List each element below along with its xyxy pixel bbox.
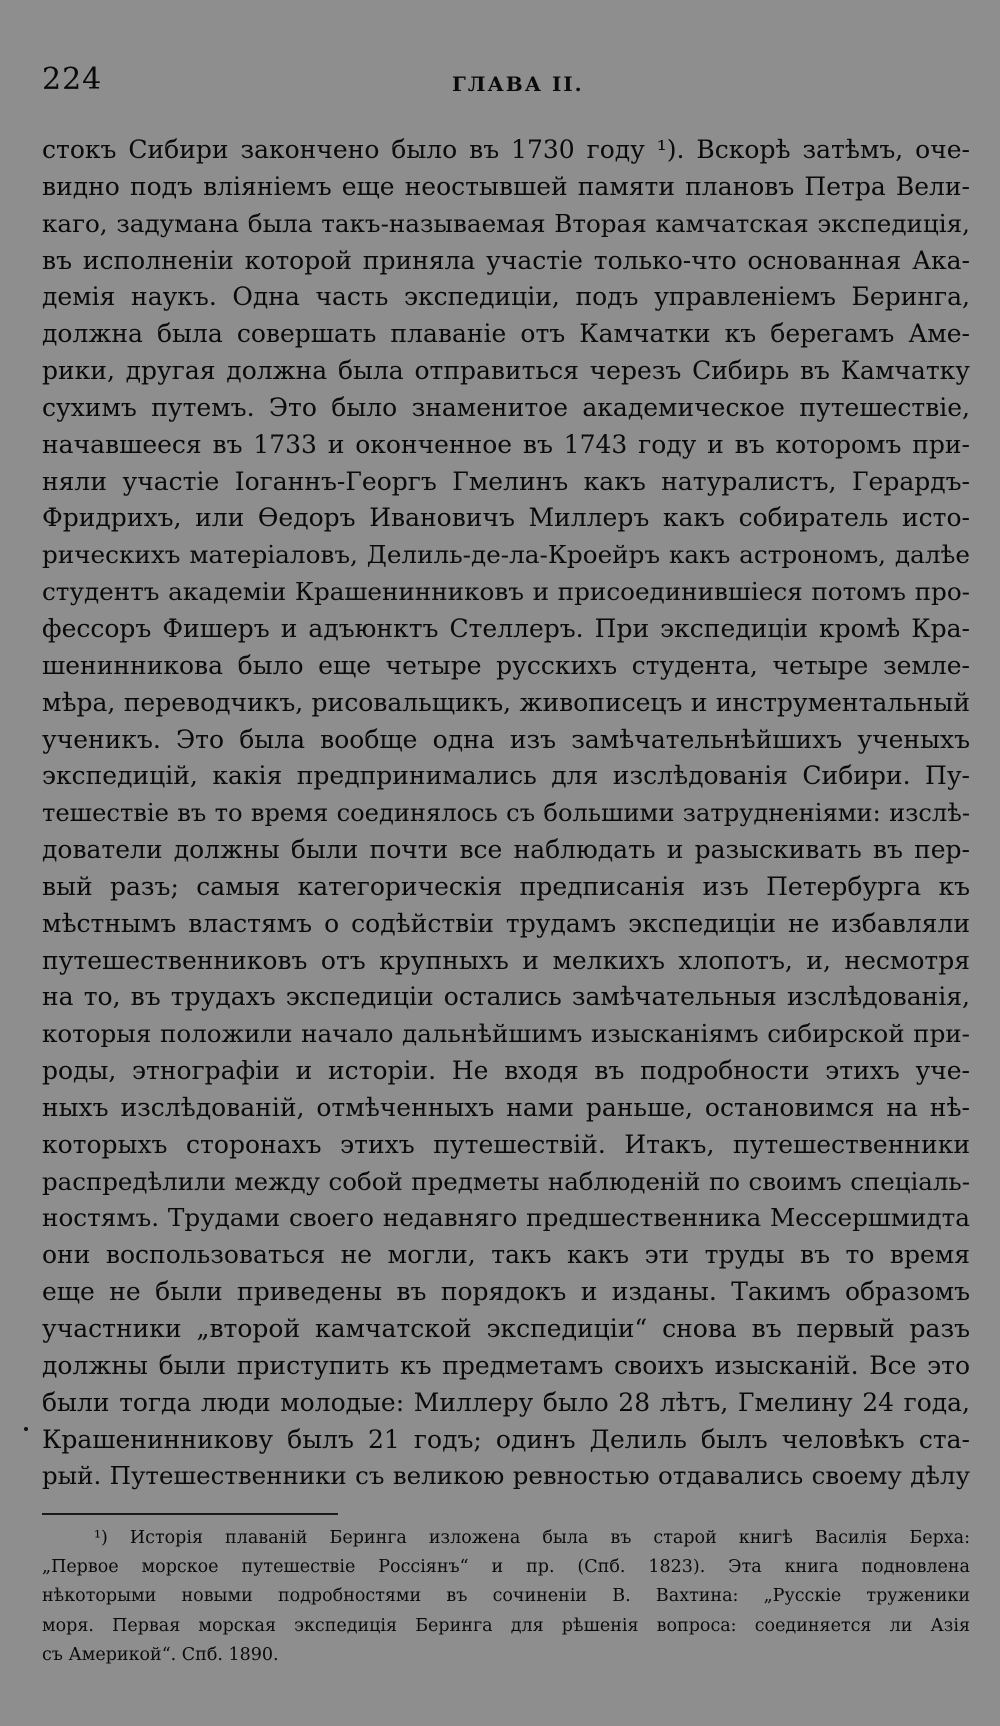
- text-line: Крашенинникову былъ 21 годъ; одинъ Делиль былъ человѣкъ ста-: [42, 1424, 970, 1454]
- text-line: шенинникова было еще четыре русскихъ студента, четыре земле-: [42, 650, 970, 680]
- text-line: на то, въ трудахъ экспедиціи остались замѣчательныя изслѣдованія,: [42, 982, 970, 1012]
- text-line: каго, задумана была такъ-называемая Вторая камчатская экспедиція,: [42, 208, 970, 238]
- footnote-line: „Первое морское путешествіе Россіянъ“ и пр. (Спб. 1823). Эта книга подновлена: [42, 1557, 970, 1578]
- text-line: ученикъ. Это была вообще одна изъ замѣчательнѣйшихъ ученыхъ: [42, 724, 970, 754]
- text-line: рическихъ матеріаловъ, Делиль-де-ла-Кроейръ какъ астрономъ, далѣе: [42, 540, 970, 570]
- text-line: экспедицій, какія предпринимались для изслѣдованія Сибири. Пу-: [42, 761, 970, 791]
- page-number: 224: [42, 62, 103, 97]
- text-line: которыхъ сторонахъ этихъ путешествій. Итакъ, путешественники: [42, 1129, 970, 1159]
- text-line: фессоръ Фишеръ и адъюнктъ Стеллеръ. При экспедиціи кромѣ Кра-: [42, 613, 970, 643]
- text-line: распредѣлили между собой предметы наблюденій по своимъ спеціаль-: [42, 1166, 970, 1196]
- text-line: демія наукъ. Одна часть экспедиціи, подъ управленіемъ Беринга,: [42, 282, 970, 312]
- text-line: еще не были приведены въ порядокъ и изданы. Такимъ образомъ: [42, 1277, 970, 1307]
- text-line: стокъ Сибири закончено было въ 1730 году ¹). Вскорѣ затѣмъ, оче-: [42, 135, 970, 164]
- text-line: няли участіе Іоганнъ-Георгъ Гмелинъ какъ натуралистъ, Герардъ-: [42, 466, 970, 496]
- text-line: которыя положили начало дальнѣйшимъ изысканіямъ сибирской при-: [42, 1019, 970, 1049]
- footnote: [42, 1524, 970, 1670]
- footnote-line: ¹) Исторія плаваній Беринга изложена была въ старой книгѣ Василія Берха:: [94, 1528, 970, 1548]
- text-line: путешественниковъ отъ крупныхъ и мелкихъ хлопотъ, и, несмотря: [42, 945, 970, 975]
- text-line: рый. Путешественники съ великою ревностью отдавались своему дѣлу: [42, 1461, 970, 1491]
- text-line: видно подъ вліяніемъ еще неостывшей памяти плановъ Петра Вели-: [42, 171, 970, 201]
- text-line: начавшееся въ 1733 и оконченное въ 1743 году и въ которомъ при-: [42, 429, 970, 459]
- text-line: Фридрихъ, или Ѳедоръ Ивановичъ Миллеръ какъ собиратель исто-: [42, 503, 970, 533]
- text-line: должна была совершать плаваніе отъ Камчатки къ берегамъ Аме-: [42, 319, 970, 349]
- text-line: ностямъ. Трудами своего недавняго предшественника Мессершмидта: [42, 1203, 970, 1233]
- text-line: роды, этнографіи и исторіи. Не входя въ подробности этихъ уче-: [42, 1056, 970, 1086]
- footnote-line: съ Америкой“. Спб. 1890.: [42, 1644, 279, 1665]
- text-line: мѣстнымъ властямъ о содѣйствіи трудамъ экспедиціи не избавляли: [42, 908, 970, 938]
- text-line: были тогда люди молодые: Миллеру было 28 лѣтъ, Гмелину 24 года,: [42, 1387, 970, 1417]
- text-line: тешествіе въ то время соединялось съ большими затрудненіями: изслѣ-: [42, 799, 970, 828]
- text-line: сухимъ путемъ. Это было знаменитое академическое путешествіе,: [42, 392, 970, 422]
- running-head: ГЛАВА II.: [452, 72, 584, 96]
- text-line: должны были приступить къ предметамъ своихъ изысканій. Все это: [42, 1350, 970, 1380]
- text-line: студентъ академіи Крашенинниковъ и присоединившіеся потомъ про-: [42, 577, 970, 607]
- text-line: дователи должны были почти все наблюдать и разыскивать въ пер-: [42, 835, 970, 865]
- text-line: вый разъ; самыя категорическія предписанія изъ Петербурга къ: [42, 871, 970, 901]
- footnote-line: моря. Первая морская экспедиція Беринга для рѣшенія вопроса: соединяется ли Азія: [42, 1615, 970, 1636]
- main-text: [42, 132, 970, 1495]
- text-line: рики, другая должна была отправиться черезъ Сибирь въ Камчатку: [42, 356, 970, 386]
- margin-mark: [24, 1427, 28, 1431]
- text-line: они воспользоваться не могли, такъ какъ эти труды въ то время: [42, 1240, 970, 1270]
- footnote-divider: [42, 1513, 338, 1515]
- text-line: мѣра, переводчикъ, рисовальщикъ, живописецъ и инструментальный: [42, 687, 970, 717]
- text-line: ныхъ изслѣдованій, отмѣченныхъ нами раньше, остановимся на нѣ-: [42, 1092, 970, 1122]
- text-line: участники „второй камчатской экспедиціи“ снова въ первый разъ: [42, 1314, 970, 1343]
- text-line: въ исполненіи которой приняла участіе только-что основанная Ака-: [42, 245, 970, 275]
- footnote-line: нѣкоторыми новыми подробностями въ сочиненіи В. Вахтина: „Русскіе труженики: [42, 1586, 970, 1607]
